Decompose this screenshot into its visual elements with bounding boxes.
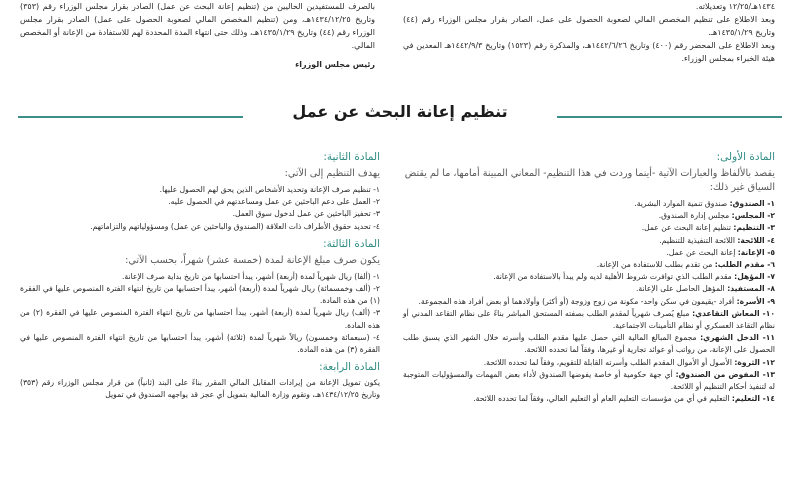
definition-text: من تقدم بطلب للاستفادة من الإعانة.: [596, 260, 715, 270]
definition-item: [403, 296, 775, 308]
definition-term: ١٤- التعليم:: [731, 394, 775, 404]
article-2-heading: المادة الثانية:: [323, 151, 380, 163]
article-4-text: يكون تمويل الإعانة من إيرادات المقابل المالي المقرر بناءً على البند (ثانياً) من قرار مجلس الوزراء رقم (٣٥٣) وتاريخ ١٤٣٤/١٢/٢٥هـ، وتقوم وزارة المالية بتمويل أي عجز قد يواجهه الصندوق في تمويل: [20, 378, 380, 400]
article-2-intro: يهدف التنظيم إلى الآتي:: [284, 168, 380, 179]
definition-item: [403, 271, 775, 283]
right-column: [403, 146, 775, 405]
definition-text: التعليم في أي من مؤسسات التعليم العام أو التعليم العالي، وفقاً لما تحدده اللائحة.: [473, 394, 732, 404]
definition-item: [403, 247, 775, 259]
definition-item: [403, 308, 775, 332]
definition-item: [403, 222, 775, 234]
definition-term: ١٢- الثروة:: [734, 357, 775, 367]
definition-term: ١١- الدخل الشهري:: [700, 333, 776, 343]
definition-term: ٦- مقدم الطلب:: [714, 260, 775, 270]
definition-text: صندوق تنمية الموارد البشرية.: [634, 199, 730, 208]
article-3-intro: يكون صرف مبلغ الإعانة لمدة (خمسة عشر) شهراً، بحسب الآتي:: [125, 254, 380, 266]
definition-text: الأصول أو الأموال المقدم الطلب وأسرته القابلة للتقويم، وفقاً لما تحدده اللائحة.: [483, 357, 735, 367]
page-title: تنظيم إعانة البحث عن عمل: [292, 102, 508, 121]
definition-term: ٣- التنظيم:: [733, 223, 775, 233]
definition-item: [403, 357, 775, 369]
definition-item: [403, 332, 775, 356]
definition-text: تنظيم إعانة البحث عن عمل.: [641, 223, 734, 233]
objective-item: ٣- تحفيز الباحثين عن عمل لدخول سوق العمل.: [232, 209, 380, 219]
payment-item: ٤- (سبعمائة وخمسون) ريالاً شهرياً لمدة (ثلاثة) أشهر، يبدأ احتسابها من تاريخ انتهاء الفترة المنصوص عليها في الفقرة (٣) من هذه المادة.: [20, 332, 380, 355]
definition-text: إعانة البحث عن عمل.: [666, 247, 738, 257]
definition-item: [403, 198, 775, 210]
definition-text: مبلغ يُصرف شهرياً لمقدم الطلب بصفته المستحق المباشر بناءً على نظام التقاعد المدني أو نظام التقاعد العسكري أو نظام التأمينات الاجتماعية.: [403, 308, 775, 331]
definition-term: ١٣- المفوض من الصندوق:: [675, 369, 776, 379]
definition-item: [403, 210, 775, 222]
definition-text: أفراد -يقيمون في سكن واحد- مكونة من زوج وزوجة (أو أكثر) وأولادهما أو بعض أفراد هذه المجموعة.: [418, 296, 737, 306]
definition-text: أي جهة حكومية أو خاصة يفوضها الصندوق لأداء بعض المهمات والمسؤوليات المتوجبة له لتنفيذ أحكام التنظيم أو اللائحة.: [403, 369, 775, 392]
signature: رئيس مجلس الوزراء: [295, 60, 375, 69]
decree-preamble-column: [403, 0, 775, 65]
title-rule-left: [18, 116, 243, 118]
closing-paragraph: بالصرف للمستفيدين الحاليين من (تنظيم إعانة البحث عن عمل) الصادر بقرار مجلس الوزراء رقم (٣٥٣) وتاريخ ١٤٣٤/١٢/٢٥هـ، ومن (تنظيم المخصص المالي لصعوبة الحصول على عمل) الصادر بقرار مجلس الوزراء رقم (٤٤) وتاريخ ١٤٣٥/١/٢٩هـ، وذلك حتى انتهاء المدة المحددة لهم للاستفادة من الإعانة أو المخصص المالي.: [20, 2, 375, 50]
objective-item: ٤- تحديد حقوق الأطراف ذات العلاقة (الصندوق والباحثين عن عمل) ومسؤولياتهم والتزاماتهم.: [90, 221, 380, 231]
definition-text: مقدم الطلب الذي توافرت شروط الأهلية لديه ولم يبدأ بالاستفادة من الإعانة.: [493, 272, 735, 282]
definition-item: [403, 283, 775, 295]
definition-text: مجلس إدارة الصندوق.: [658, 211, 732, 221]
preamble-line: وبعد الاطلاع على المحضر رقم (٤٠٠) وتاريخ ١٤٤٢/٦/٢٦هـ، والمذكرة رقم (١٥٢٣) وتاريخ ١٤٤٢/٩/٣هـ المعدين في هيئة الخبراء بمجلس الوزراء.: [403, 41, 775, 63]
article-3-heading: المادة الثالثة:: [323, 237, 380, 250]
definition-item: [403, 235, 775, 247]
definition-term: ١- الصندوق:: [729, 199, 775, 208]
payment-item: ٢- (ألف وخمسمائة) ريال شهرياً لمدة (أربعة) أشهر، يبدأ احتسابها من تاريخ انتهاء الفترة المنصوص عليها في الفقرة (١) من هذه المادة.: [20, 284, 380, 306]
preamble-line: وبعد الاطلاع على تنظيم المخصص المالي لصعوبة الحصول على عمل، الصادر بقرار مجلس الوزراء رقم (٤٤) وتاريخ ١٤٣٥/١/٢٩هـ.: [403, 15, 775, 37]
definition-term: ٧- المؤهل:: [734, 272, 775, 282]
definition-text: المؤهل الحاصل على الإعانة.: [635, 284, 728, 294]
definition-term: ٨- المستفيد:: [727, 284, 775, 294]
article-1-heading: المادة الأولى:: [716, 151, 775, 163]
article-4-heading: المادة الرابعة:: [319, 361, 380, 374]
definition-item: [403, 393, 775, 405]
preamble-line: ١٤٣٤هـ/١٢/٢٥ وتعديلاته.: [695, 2, 775, 11]
definition-term: ٩- الأسرة:: [736, 296, 775, 306]
article-1-intro: يقصد بالألفاظ والعبارات الآتية -أينما وردت في هذا التنظيم- المعاني المبينة أمامها، ما لم يقتض السياق غير ذلك:: [404, 168, 775, 193]
left-column: [20, 146, 380, 402]
objective-item: ٢- العمل على دعم الباحثين عن عمل ومساعدتهم في الحصول عليه.: [168, 197, 380, 207]
objective-item: ١- تنظيم صرف الإعانة وتحديد الأشخاص الذين يحق لهم الحصول عليها.: [159, 185, 380, 194]
payment-item: ٣- (ألف) ريال شهرياً لمدة (أربعة) أشهر، يبدأ احتسابها من تاريخ انتهاء الفترة المنصوص عليها في الفقرة (٢) من هذه المادة.: [20, 308, 380, 330]
definition-text: مجموع المبالغ المالية التي حصل عليها مقدم الطلب وأسرته خلال الشهر الذي يسبق طلب الحصول على الإعانة، من رواتب أو عوائد تجارية أو غيرها، وفقاً لما تحدده اللائحة.: [403, 333, 775, 355]
definition-text: اللائحة التنفيذية للتنظيم.: [659, 235, 738, 245]
definition-term: ١٠- المعاش التقاعدي:: [692, 308, 775, 318]
decree-closing-column: [20, 0, 375, 71]
definition-term: ٥- الإعانة:: [737, 247, 775, 257]
previous-decree-section: [0, 0, 800, 86]
payment-item: ١- (ألفا) ريال شهرياً لمدة (أربعة) أشهر، يبدأ احتسابها من تاريخ بداية صرف الإعانة.: [122, 271, 380, 281]
definition-item: [403, 369, 775, 393]
definition-term: ٢- المجلس:: [731, 211, 775, 221]
definition-term: ٤- اللائحة:: [737, 235, 775, 245]
definition-item: [403, 259, 775, 271]
title-rule-right: [557, 116, 782, 118]
title-band: [0, 96, 800, 138]
